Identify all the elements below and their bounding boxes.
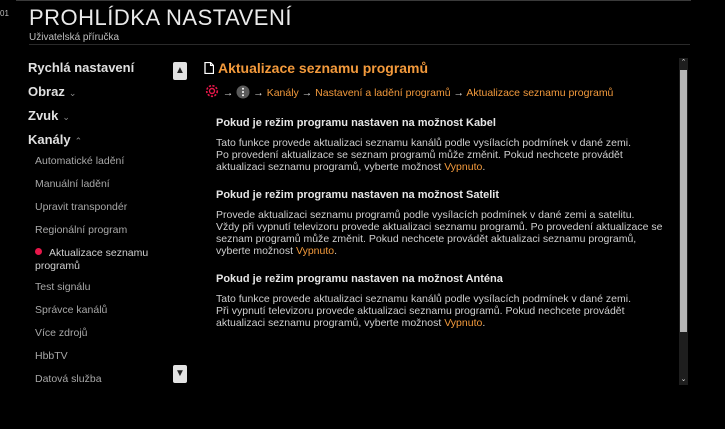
sidebar-item-signal-test[interactable]: Test signálu: [35, 281, 91, 293]
page-title: PROHLÍDKA NASTAVENÍ: [29, 5, 292, 30]
sidebar-item-data-service[interactable]: Datová služba: [35, 373, 102, 385]
sidebar-item-regional-program[interactable]: Regionální program: [35, 224, 128, 236]
more-options-icon: [236, 85, 250, 105]
sidebar-menu: [28, 58, 178, 388]
off-option-link: Vypnuto: [295, 245, 335, 257]
sidebar-item-program-list-update[interactable]: Aktualizace seznamu programů: [35, 247, 149, 272]
chevron-up-icon: ▲: [175, 65, 185, 76]
chevron-up-icon[interactable]: ⌃: [680, 59, 687, 66]
sidebar-category-channels[interactable]: Kanály ⌃: [28, 132, 83, 147]
breadcrumb: → → Kanály → Nastavení a ladění programů → Aktualizace seznamu programů: [204, 83, 672, 101]
chevron-down-icon: ▼: [175, 368, 185, 379]
sidebar-item-edit-transponder[interactable]: Upravit transpondér: [35, 201, 128, 213]
page-subtitle: Uživatelská příručka: [29, 32, 120, 43]
title-divider: [29, 44, 690, 45]
page-number: 01: [0, 9, 9, 18]
section-antenna: [204, 273, 672, 329]
off-option-link: Vypnuto: [444, 161, 483, 173]
sidebar-category-picture[interactable]: Obraz ⌄: [28, 84, 77, 99]
section-paragraph: Tato funkce provede aktualizaci seznamu kanálů podle vysílacích podmínek v dané zemi. Po provedení aktualizace se seznam programů může změnit. Pokud nechcete provádět aktualizaci seznamu programů, vyberte možnost Vypnuto.: [216, 137, 631, 173]
sidebar-item-channel-manager[interactable]: Správce kanálů: [35, 304, 108, 316]
sidebar-item-hbbtv[interactable]: HbbTV: [35, 350, 68, 362]
document-icon: [204, 59, 214, 79]
section-satellite: [204, 189, 672, 257]
sidebar-category-quick-settings[interactable]: Rychlá nastavení: [28, 60, 135, 75]
content-scrollbar-thumb[interactable]: [680, 70, 687, 332]
sidebar-item-auto-tuning[interactable]: Automatické ladění: [35, 155, 125, 167]
chevron-down-icon[interactable]: ⌄: [680, 376, 687, 383]
gear-icon: [204, 83, 220, 105]
off-option-link: Vypnuto: [444, 317, 483, 329]
content-panel: [204, 58, 672, 386]
sidebar-item-multi-source[interactable]: Více zdrojů: [35, 327, 88, 339]
sidebar-scroll-up-button[interactable]: [173, 62, 187, 80]
sidebar-item-manual-tuning[interactable]: Manuální ladění: [35, 178, 110, 190]
active-indicator-dot: [35, 248, 42, 255]
section-paragraph: Tato funkce provede aktualizaci seznamu kanálů podle vysílacích podmínek v dané zemi. Při vypnutí televizoru provede aktualizaci seznamu programů. Pokud nechcete provádět aktualizaci seznamu programů, vyberte možnost Vypnuto.: [216, 293, 631, 329]
section-title: Pokud je režim programu nastaven na možnost Anténa: [216, 273, 503, 285]
chevron-down-icon: ⌄: [68, 88, 77, 98]
chevron-up-icon: ⌃: [74, 136, 83, 146]
section-title: Pokud je režim programu nastaven na možnost Satelit: [216, 189, 500, 201]
sidebar-category-sound[interactable]: Zvuk ⌄: [28, 108, 70, 123]
section-paragraph: Provede aktualizaci seznamu programů podle vysílacích podmínek v dané zemi a satelitu. Vždy při vypnutí televizoru provede aktualizaci seznamu programů. Po provedení aktualizace se seznam programů může změnit. Pokud nechcete provádět aktualizaci seznamu programů, vyberte možnost Vypnuto.: [216, 209, 663, 257]
section-cable: [204, 117, 672, 173]
breadcrumb-item-setup: Nastavení a ladění programů: [315, 87, 451, 99]
section-title: Pokud je režim programu nastaven na možnost Kabel: [216, 117, 496, 129]
breadcrumb-item-current: Aktualizace seznamu programů: [466, 87, 614, 99]
content-heading: Aktualizace seznamu programů: [204, 58, 672, 78]
breadcrumb-item-channels: Kanály: [266, 87, 299, 99]
chevron-down-icon: ⌄: [62, 112, 70, 122]
sidebar-scroll-down-button[interactable]: [173, 365, 187, 383]
top-border: [16, 0, 691, 1]
